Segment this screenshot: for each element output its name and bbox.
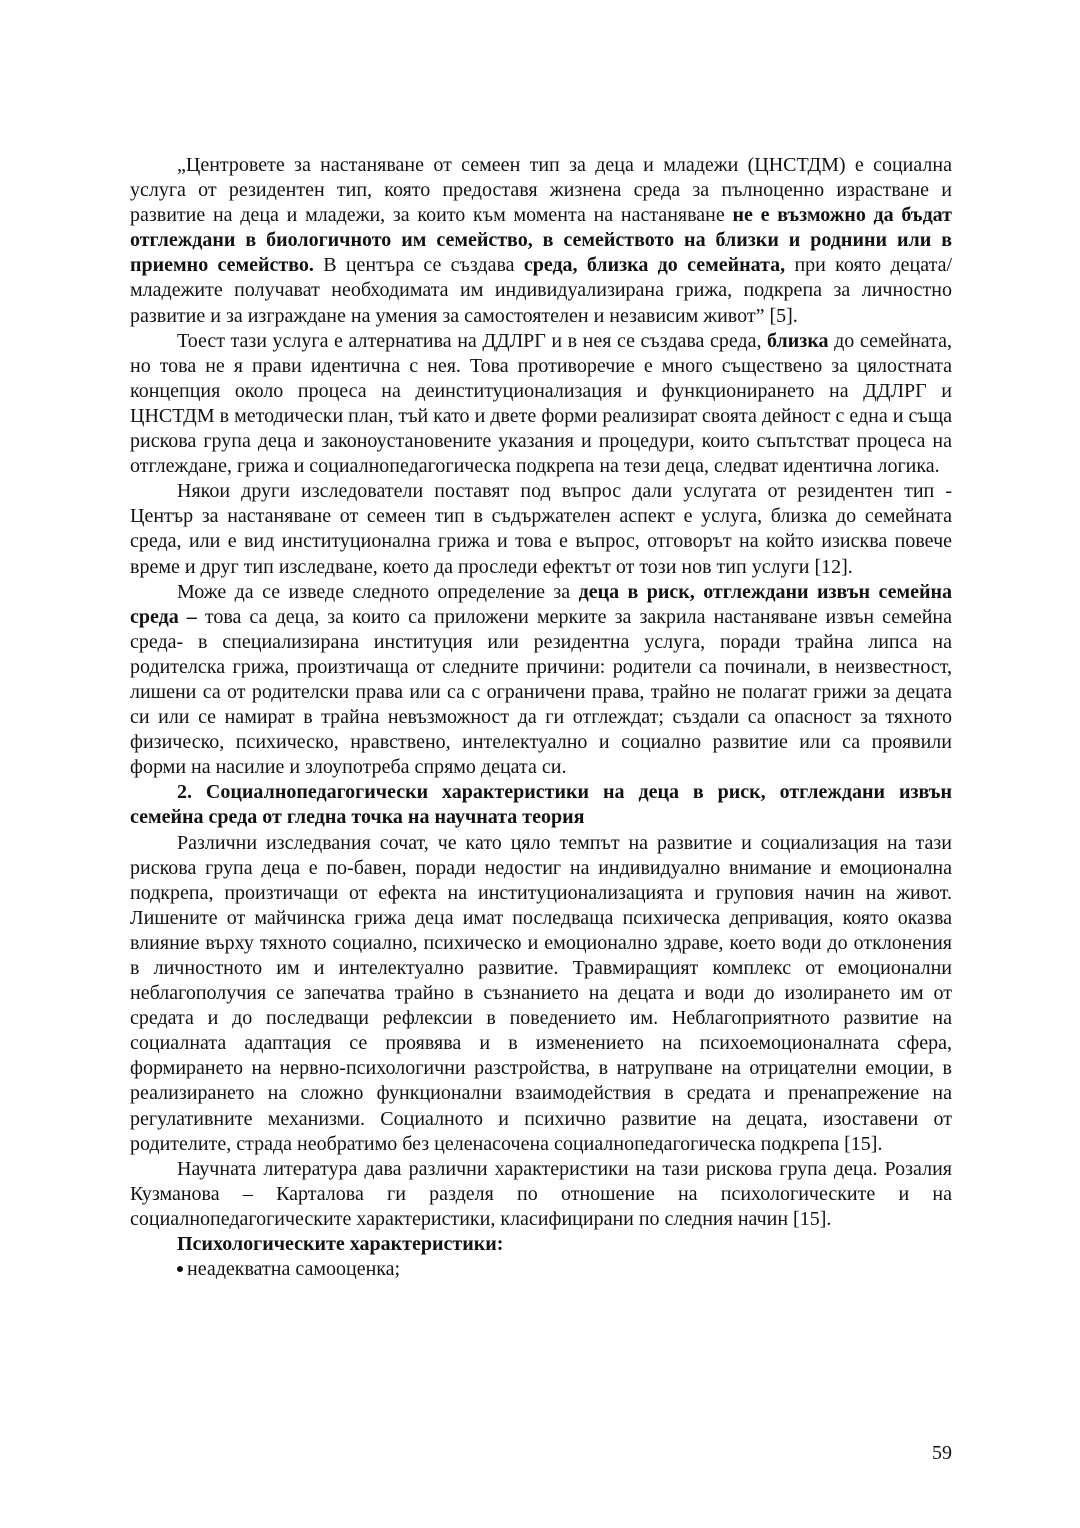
bullet-dot-icon bbox=[177, 1266, 183, 1272]
p2-text-2: до семейната, но това не я прави идентична с нея. Това противоречие е много съществено за цялостната концепция около процеса на деинституционализация и функционирането на ДДЛРГ и ЦНСТДМ в методически план, тъй като и двете форми реализират своята дейност с една и съща рискова група деца и законоустановените указания и процедури, които съпътстват процеса на отглеждане, грижа и социалнопедагогическа подкрепа на тези деца, следват идентична логика. bbox=[130, 329, 952, 478]
p4-bold-1: деца в риск, отглеждани извън семейна среда – bbox=[130, 580, 952, 628]
bullet-text: неадекватна самооценка; bbox=[187, 1258, 401, 1281]
p1-bold-2: среда, близка до семейната, bbox=[523, 254, 786, 277]
paragraph-1 bbox=[130, 153, 952, 329]
subheading: Психологическите характеристики: bbox=[177, 1233, 504, 1256]
p1-text-2: В центъра се създава bbox=[313, 254, 524, 277]
p4-text-2: това са деца, за които са приложени мерките за закрила настаняване извън семейна среда- в специализирана институция или резидентна услуга, поради трайна липса на родителска грижа, произтичаща от следните причини: родители са починали, в неизвестност, лишени са от родителски права или са с ограничени права, трайно не полагат грижи за децата си или се намират в трайна невъзможност да ги отглеждат; създали са опасност за тяхното физическо, психическо, нравствено, интелектуално и социално развитие или са проявили форми на насилие и злоупотреба спрямо децата си. bbox=[130, 605, 952, 779]
paragraph-4 bbox=[130, 580, 952, 781]
bullet-item bbox=[130, 1257, 952, 1282]
paragraph-3: Някои други изследователи поставят под въпрос дали услугата от резидентен тип - Център за настаняване от семеен тип в съдържателен аспект е услуга, близка до семейната среда, или е вид институционална грижа и това е въпрос, отговорът на който изисква повече време и друг тип изследване, което да проследи ефектът от този нов тип услуги [12]. bbox=[130, 480, 952, 578]
p4-text-1: Може да се изведе следното определение за bbox=[177, 580, 579, 603]
page-number: 59 bbox=[932, 1442, 952, 1464]
paragraph-2 bbox=[130, 329, 952, 480]
section-heading: 2. Социалнопедагогически характеристики на деца в риск, отглеждани извън семейна среда от гледна точка на научната теория bbox=[130, 781, 952, 829]
p1-text-3: при която децата/младежите получават необходимата им индивидуализирана грижа, подкрепа за личностно развитие и за изграждане на умения за самостоятелен и независим живот” [5]. bbox=[130, 254, 952, 327]
document-body bbox=[130, 153, 952, 1282]
p2-bold-1: близка bbox=[767, 329, 829, 352]
p1-bold-1: не е възможно да бъдат отглеждани в биологичното им семейство, в семейството на близки и роднини или в приемно семейство. bbox=[130, 204, 952, 277]
p1-text-1: „Центровете за настаняване от семеен тип за деца и младежи (ЦНСТДМ) е социална услуга от резидентен тип, която предоставя жизнена среда за пълноценно израстване и развитие на деца и младежи, за които към момента на настаняване bbox=[130, 154, 952, 227]
paragraph-5: Различни изследвания сочат, че като цяло темпът на развитие и социализация на тази рискова група деца е по-бавен, поради недостиг на индивидуално внимание и емоционална подкрепа, произтичащи от ефекта на институционализацията и груповия начин на живот. Лишените от майчинска грижа деца имат последваща психическа депривация, която оказва влияние върху тяхното социално, психическо и емоционално здраве, което води до отклонения в личностното им и интелектуално развитие. Травмиращият комплекс от емоционални неблагополучия се запечатва трайно в съзнанието на децата и води до изолирането им от средата и до последващи рефлексии в поведението им. Неблагоприятното развитие на социалната адаптация се проявява и в изменението на психоемоционалната сфера, формирането на нервно-психологични разстройства, в натрупване на отрицателни емоции, в реализирането на сложно функционални взаимодействия в средата и пренапрежение на регулативните механизми. Социалното и психично развитие на децата, изоставени от родителите, страда необратимо без целенасочена социалнопедагогическа подкрепа [15]. bbox=[130, 831, 952, 1155]
paragraph-6: Научната литература дава различни характеристики на тази рискова група деца. Розалия Кузманова – Карталова ги разделя по отношение на психологическите и на социалнопедагогическите характеристики, класифицирани по следния начин [15]. bbox=[130, 1157, 952, 1230]
p2-text-1: Тоест тази услуга е алтернатива на ДДЛРГ и в нея се създава среда, bbox=[177, 329, 768, 352]
